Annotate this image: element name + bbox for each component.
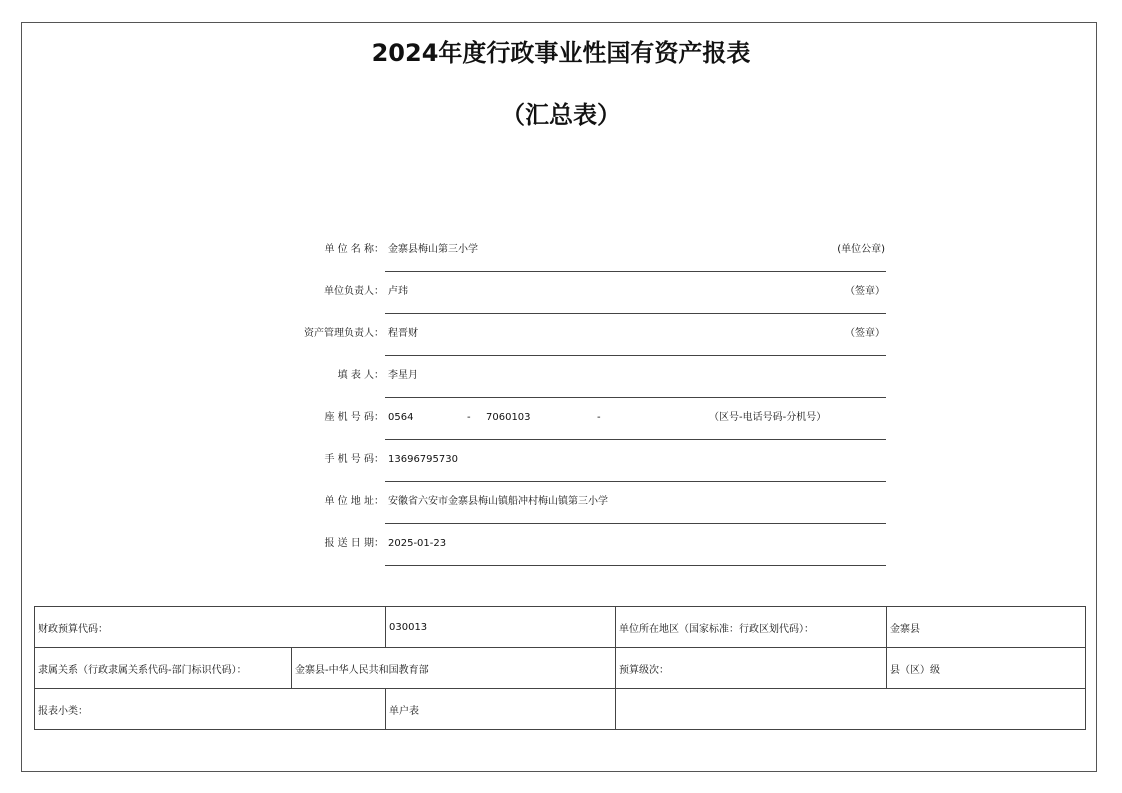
budget-level-value: 县（区）级 (887, 648, 1086, 689)
address-label: 单 位 地 址： (324, 496, 384, 507)
table-row (35, 689, 1086, 730)
asset-head-value: 程晋财 (388, 328, 418, 339)
unit-head-label: 单位负责人： (324, 286, 384, 297)
landline-number: 7060103 (486, 412, 531, 423)
filler-value: 李星月 (388, 370, 418, 381)
report-type-value: 单户表 (386, 689, 616, 730)
field-mobile (0, 453, 1122, 495)
mobile-label: 手 机 号 码： (324, 454, 384, 465)
underline (385, 523, 886, 524)
budget-code-label: 财政预算代码： (35, 607, 386, 648)
affiliation-value: 金寨县-中华人民共和国教育部 (292, 648, 616, 689)
budget-level-label: 预算级次： (616, 648, 887, 689)
report-title: 2024年度行政事业性国有资产报表 (371, 39, 751, 67)
underline (385, 439, 886, 440)
landline-separator: - (467, 412, 471, 423)
unit-info-table (34, 606, 1086, 730)
table-row (35, 648, 1086, 689)
underline (385, 481, 886, 482)
unit-head-value: 卢玮 (388, 286, 408, 297)
budget-code-value: 030013 (386, 607, 616, 648)
underline (385, 355, 886, 356)
report-subtitle: （汇总表） (501, 101, 621, 129)
report-type-label: 报表小类： (35, 689, 386, 730)
unit-seal-note: (单位公章) (837, 244, 885, 255)
region-label: 单位所在地区（国家标准：行政区划代码）： (616, 607, 887, 648)
asset-head-sign-note: （签章） (845, 328, 885, 339)
field-submit-date (0, 537, 1122, 579)
landline-area-code: 0564 (388, 412, 414, 423)
table-row (35, 607, 1086, 648)
field-filler (0, 369, 1122, 411)
underline (385, 313, 886, 314)
asset-head-label: 资产管理负责人： (304, 328, 384, 339)
field-unit-name (0, 243, 1122, 285)
submit-date-label: 报 送 日 期： (324, 538, 384, 549)
field-asset-head (0, 327, 1122, 369)
empty-cell (616, 689, 1086, 730)
affiliation-label: 隶属关系（行政隶属关系代码-部门标识代码）： (35, 648, 292, 689)
address-value: 安徽省六安市金寨县梅山镇船冲村梅山镇第三小学 (388, 496, 608, 507)
unit-name-value: 金寨县梅山第三小学 (388, 244, 478, 255)
filler-label: 填 表 人： (337, 370, 384, 381)
field-address (0, 495, 1122, 537)
underline (385, 565, 886, 566)
submit-date-value: 2025-01-23 (388, 538, 447, 549)
underline (385, 397, 886, 398)
region-value: 金寨县 (887, 607, 1086, 648)
field-landline (0, 411, 1122, 453)
unit-head-sign-note: （签章） (845, 286, 885, 297)
unit-name-label: 单 位 名 称： (324, 244, 384, 255)
underline (385, 271, 886, 272)
mobile-value: 13696795730 (388, 454, 458, 465)
landline-format-note: （区号-电话号码-分机号） (709, 412, 827, 423)
landline-label: 座 机 号 码： (324, 412, 384, 423)
landline-separator: - (597, 412, 601, 423)
field-unit-head (0, 285, 1122, 327)
